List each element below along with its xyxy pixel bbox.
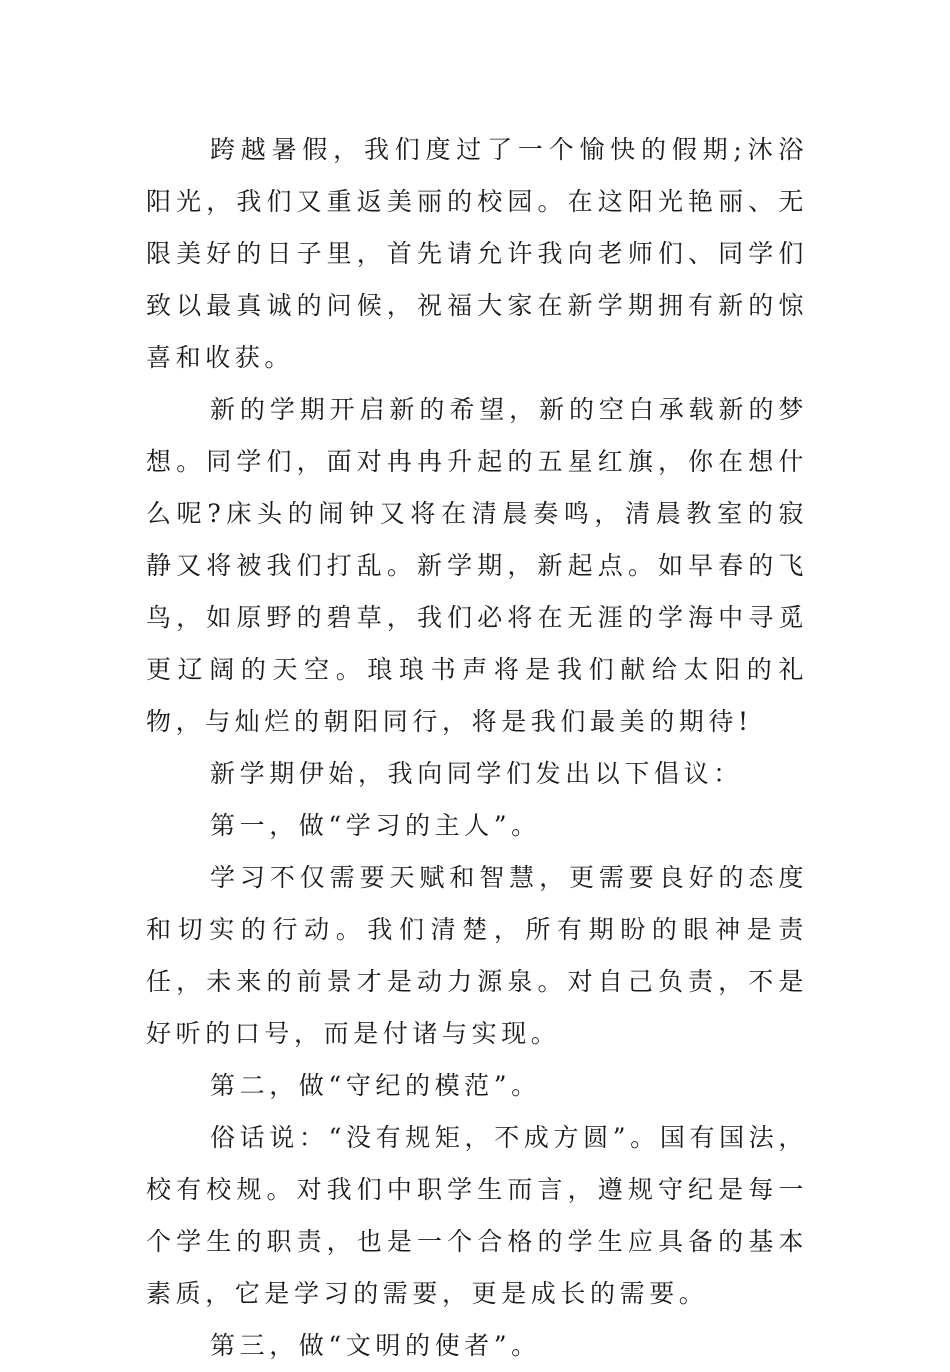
paragraph-new-semester: 新的学期开启新的希望，新的空白承载新的梦想。同学们，面对冉冉升起的五星红旗，你在想什么呢?床头的闹钟又将在清晨奏鸣，清晨教室的寂静又将被我们打乱。新学期，新起点。如早春的飞鸟，如原野的碧草，我们必将在无涯的学海中寻觅更辽阔的天空。琅琅书声将是我们献给太阳的礼物，与灿烂的朝阳同行，将是我们最美的期待! — [146, 395, 808, 736]
document-body — [146, 124, 808, 1372]
heading-first-point: 第一，做“学习的主人”。 — [210, 811, 541, 840]
heading-second-point: 第二，做“守纪的模范”。 — [210, 1071, 541, 1100]
heading-third-point: 第三，做“文明的使者”。 — [210, 1331, 541, 1360]
paragraph-study: 学习不仅需要天赋和智慧，更需要良好的态度和切实的行动。我们清楚，所有期盼的眼神是责任，未来的前景才是动力源泉。对自己负责，不是好听的口号，而是付诸与实现。 — [146, 863, 808, 1048]
paragraph-proposal-intro: 新学期伊始，我向同学们发出以下倡议： — [210, 759, 743, 788]
paragraph-discipline: 俗话说：“没有规矩，不成方圆”。国有国法，校有校规。对我们中职学生而言，遵规守纪是每一个学生的职责，也是一个合格的学生应具备的基本素质，它是学习的需要，更是成长的需要。 — [146, 1123, 808, 1308]
paragraph-intro: 跨越暑假，我们度过了一个愉快的假期;沐浴阳光，我们又重返美丽的校园。在这阳光艳丽、无限美好的日子里，首先请允许我向老师们、同学们致以最真诚的问候，祝福大家在新学期拥有新的惊喜和收获。 — [146, 135, 808, 372]
